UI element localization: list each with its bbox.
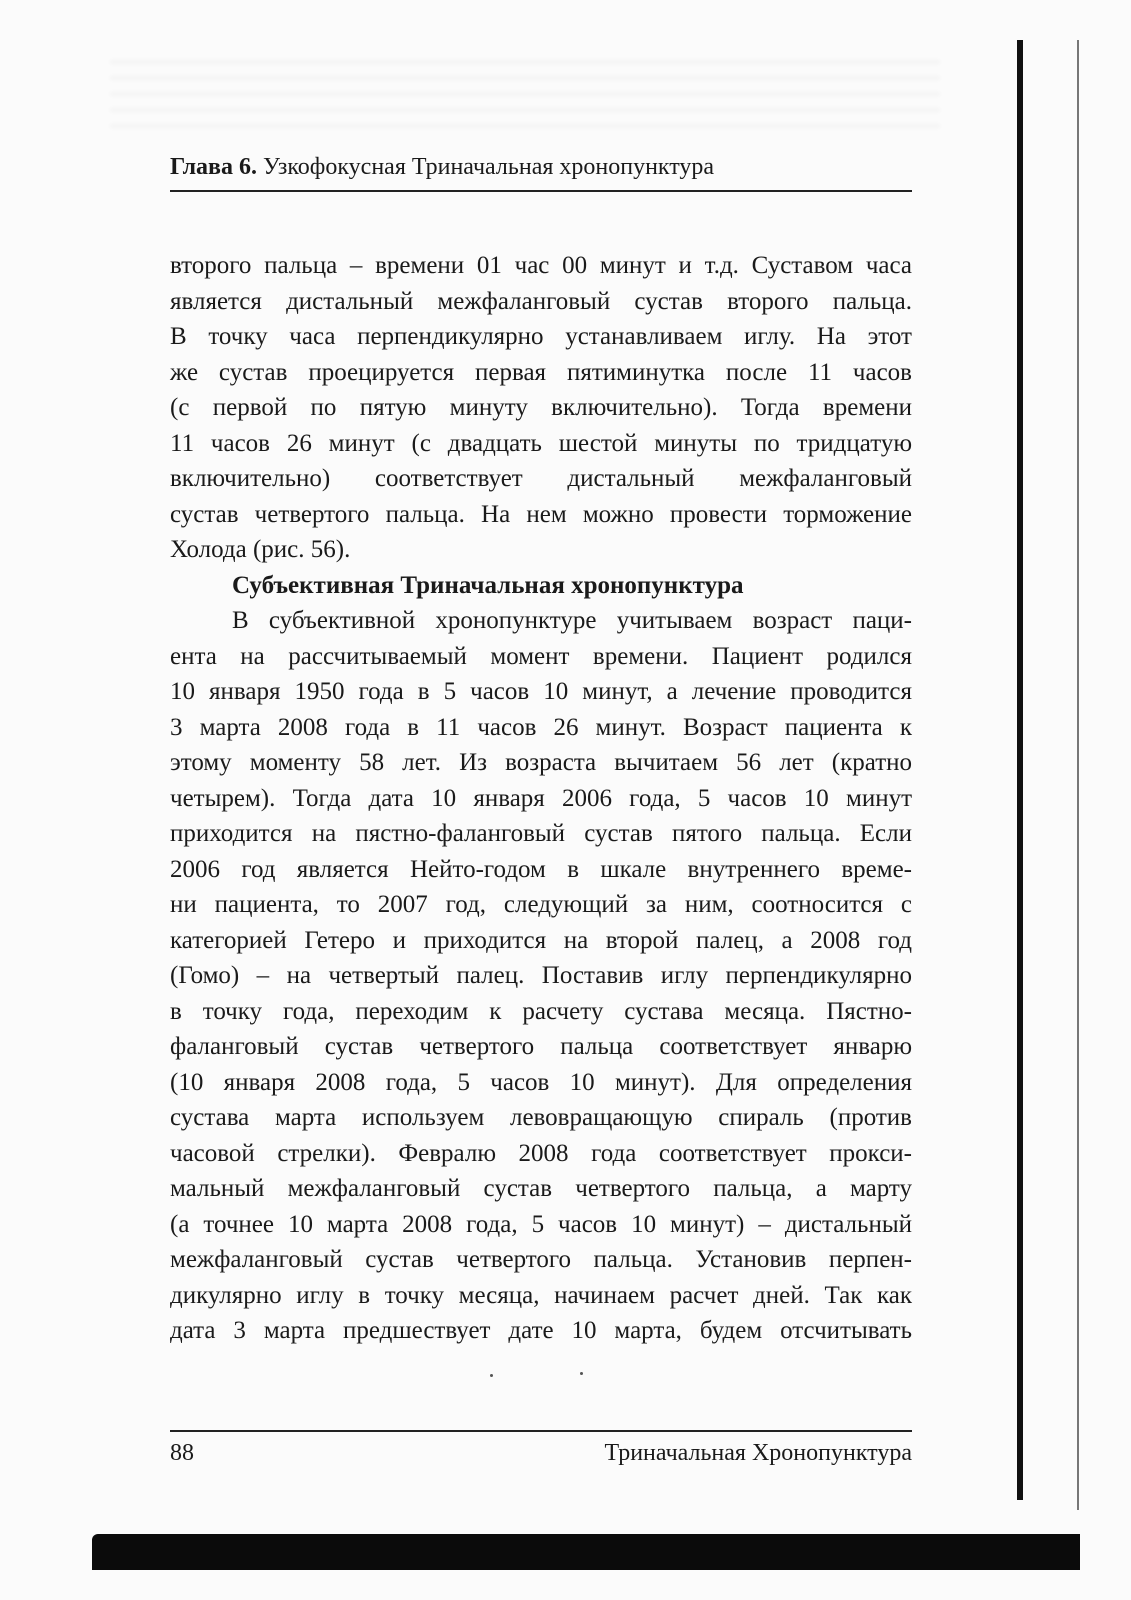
text-line: второго пальца – времени 01 час 00 минут и т.д. Суставом часа	[170, 252, 912, 279]
text-line: межфаланговый сустав четвертого пальца. Установив перпен-	[170, 1246, 912, 1273]
text-line: 2006 год является Нейто-годом в шкале внутреннего време-	[170, 855, 912, 883]
text-line: 11 часов 26 минут (с двадцать шестой минуты по тридцатую	[170, 429, 912, 457]
body-text	[170, 248, 912, 1349]
text-line: дикулярно иглу в точку месяца, начинаем расчет дней. Так как	[170, 1281, 912, 1309]
page-edge-line	[1077, 40, 1079, 1510]
paragraph-1	[170, 248, 912, 568]
text-line: ни пациента, то 2007 год, следующий за ним, соотносится с	[170, 891, 912, 918]
text-line: мальный межфаланговый сустав четвертого пальца, а марту	[170, 1175, 912, 1202]
book-title: Триначальная Хронопунктура	[604, 1440, 912, 1466]
text-line: (10 января 2008 года, 5 часов 10 минут). Для определения	[170, 1068, 912, 1096]
text-line: этому моменту 58 лет. Из возраста вычитаем 56 лет (кратно	[170, 749, 912, 776]
running-header	[170, 152, 912, 182]
header-rule	[170, 190, 912, 192]
section-subheading: Субъективная Триначальная хронопунктура	[232, 571, 744, 599]
text-line: включительно) соответствует дистальный межфаланговый	[170, 465, 912, 492]
text-line: в точку года, переходим к расчету сустава месяца. Пястно-	[170, 997, 912, 1025]
text-line: часовой стрелки). Февралю 2008 года соответствует прокси-	[170, 1139, 912, 1167]
bleed-through-ghost	[110, 48, 940, 138]
text-line: дата 3 марта предшествует дате 10 марта, будем отсчитывать	[170, 1317, 912, 1344]
paragraph-2	[170, 603, 912, 1349]
scan-bottom-shadow	[92, 1534, 1080, 1570]
text-line: (Гомо) – на четвертый палец. Поставив иглу перпендикулярно	[170, 962, 912, 989]
text-line: является дистальный межфаланговый сустав второго пальца.	[170, 287, 912, 315]
text-line: приходится на пястно-фаланговый сустав пятого пальца. Если	[170, 820, 912, 847]
text-line: (с первой по пятую минуту включительно). Тогда времени	[170, 394, 912, 421]
text-line: сустав четвертого пальца. На нем можно провести торможение	[170, 500, 912, 528]
speck	[490, 1374, 493, 1377]
text-line: ента на рассчитываемый момент времени. Пациент родился	[170, 642, 912, 670]
text-line: 3 марта 2008 года в 11 часов 26 минут. Возраст пациента к	[170, 713, 912, 741]
text-line: В субъективной хронопунктуре учитываем возраст паци-	[232, 607, 912, 634]
text-line: 10 января 1950 года в 5 часов 10 минут, а лечение проводится	[170, 678, 912, 705]
text-line: (а точнее 10 марта 2008 года, 5 часов 10 минут) – дистальный	[170, 1210, 912, 1238]
chapter-title: Узкофокусная Триначальная хронопунктура	[263, 154, 715, 180]
text-line: же сустав проецируется первая пятиминутка после 11 часов	[170, 358, 912, 386]
text-line: сустава марта используем левовращающую спираль (против	[170, 1104, 912, 1131]
chapter-label: Глава 6.	[170, 154, 257, 180]
scan-specks	[490, 1370, 610, 1380]
speck	[580, 1372, 583, 1375]
footer-rule	[170, 1430, 912, 1432]
text-line: четырем). Тогда дата 10 января 2006 года, 5 часов 10 минут	[170, 784, 912, 812]
page-number: 88	[170, 1440, 194, 1466]
text-line: Холода (рис. 56).	[170, 536, 351, 563]
text-line: фаланговый сустав четвертого пальца соответствует январю	[170, 1033, 912, 1060]
text-line: категорией Гетеро и приходится на второй палец, а 2008 год	[170, 926, 912, 954]
text-line: В точку часа перпендикулярно устанавливаем иглу. На этот	[170, 323, 912, 350]
page-edge-shadow	[1017, 40, 1023, 1500]
